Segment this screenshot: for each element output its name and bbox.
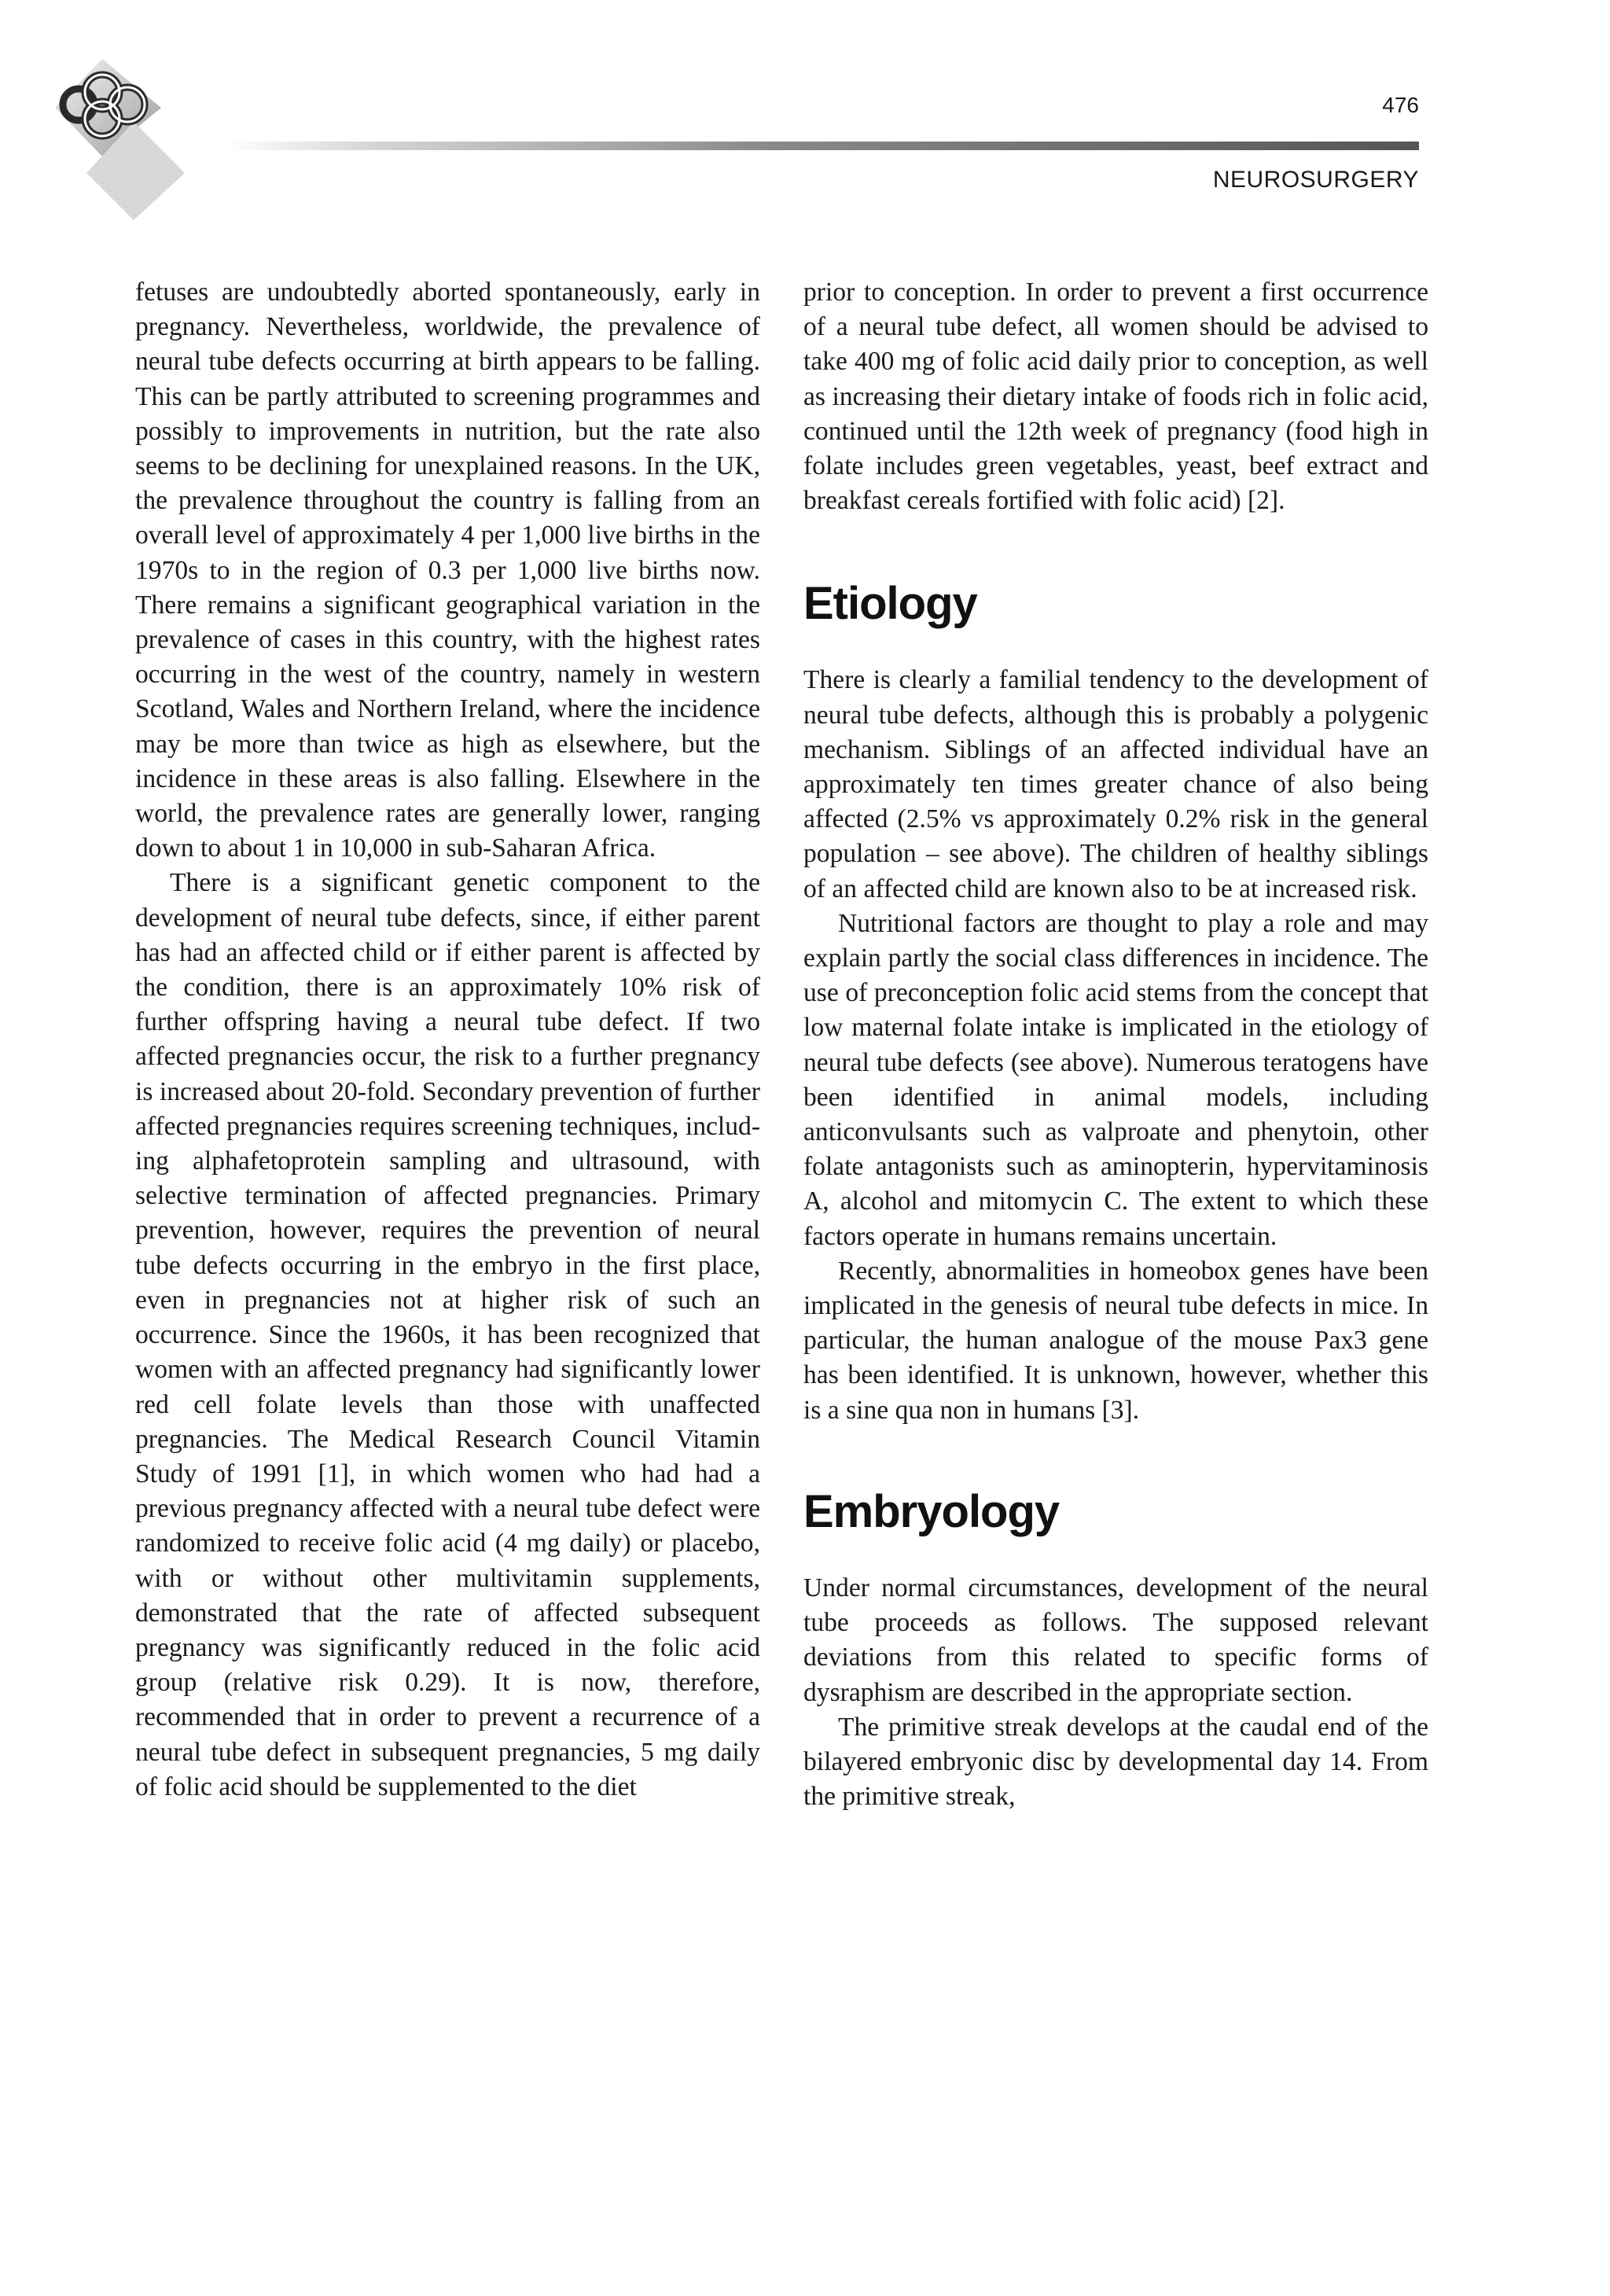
header-rule	[226, 142, 1419, 150]
right-column	[803, 275, 1428, 1814]
left-column	[135, 275, 760, 1805]
body-paragraph: Nutritional factors are thought to play a role and may explain partly the social class differences in incidence. The use of preconception folic acid stems from the concept that low maternal folate intake is implicated in the etiology of neural tube defects (see above). Numerous teratogens have been identified in animal models, including anticonvulsants such as valproate and phenytoin, other folate antagonists such as aminopterin, hypervitaminosis A, alcohol and mitomycin C. The extent to which these factors operate in humans remains uncertain.	[803, 908, 1428, 1251]
knot-logo-icon	[55, 59, 212, 224]
page-number: 476	[1382, 93, 1419, 117]
body-paragraph: prior to conception. In order to prevent a first occurrence of a neural tube defect, all women should be advised to take 400 mg of folic acid daily prior to conception, as well as increasing their dietary intake of foods rich in folic acid, continued until the 12th week of pregnancy (food high in folate includes green vegetables, yeast, beef extract and breakfast cereals fortified with folic acid) [2].	[803, 278, 1428, 516]
running-head: NEUROSURGERY	[1212, 167, 1419, 193]
body-paragraph: There is a significant genetic component to the development of neural tube defects, since, if either parent has had an affected child or if either parent is affected by the condition, there is an approximately 10% risk of further offspring having a neural tube defect. If two affected pregnancies occur, the risk to a further pregnancy is increased about 20-fold. Secondary prevention of further affected pregnancies requires screening techniques, including alphafetoprotein sampling and ultrasound, with selective termination of affected pregnancies. Primary prevention, however, requires the prevention of neural tube defects occurring in the embryo in the first place, even in pregnancies not at higher risk of such an occurrence. Since the 1960s, it has been recognized that women with an affected pregnancy had significantly lower red cell folate levels than those with unaffected pregnancies. The Medical Research Council Vitamin Study of 1991 [1], in which women who had had a previous pregnancy affected with a neural tube defect were randomized to receive folic acid (4 mg daily) or placebo, with or without other multivitamin supplements, demonstrated that the rate of affected subsequent pregnancy was significantly reduced in the folic acid group (relative risk 0.29). It is now, therefore, recommended that in order to prevent a recurrence of a neural tube defect in subsequent pregnancies, 5 mg daily of folic acid should be supplemented to the diet	[135, 868, 760, 1801]
body-paragraph: There is clearly a familial tendency to the development of neural tube defects, although this is probably a polygenic mechanism. Siblings of an affected individual have an approximately ten times greater chance of also being affected (2.5% vs approximately 0.2% risk in the general population – see above). The children of healthy siblings of an affected child are known also to be at increased risk.	[803, 665, 1428, 903]
section-heading-embryology: Embryology	[803, 1485, 1060, 1537]
section-heading-etiology: Etiology	[803, 578, 977, 630]
body-paragraph: Recently, abnormalities in homeobox genes have been implicated in the genesis of neural tube defects in mice. In particular, the human analogue of the mouse Pax3 gene has been identified. It is unknown, however, whether this is a sine qua non in humans [3].	[803, 1256, 1428, 1425]
body-paragraph: fetuses are undoubtedly aborted spontaneously, early in pregnancy. Nevertheless, worldwide, the prevalence of neural tube defects occurring at birth appears to be falling. This can be partly attributed to screening programmes and possibly to improvements in nutrition, but the rate also seems to be declining for unexplained reasons. In the UK, the prevalence throughout the country is falling from an overall level of approximately 4 per 1,000 live births in the 1970s to in the region of 0.3 per 1,000 live births now. There remains a significant geographical variation in the prevalence of cases in this country, with the highest rates occurring in the west of the country, namely in western Scotland, Wales and Northern Ireland, where the incidence may be more than twice as high as elsewhere, but the incidence in these areas is also falling. Elsewhere in the world, the prevalence rates are generally lower, ranging down to about 1 in 10,000 in sub-Saharan Africa.	[135, 278, 760, 863]
body-paragraph: The primitive streak develops at the caudal end of the bilayered embryonic disc by developmental day 14. From the primitive streak,	[803, 1712, 1428, 1812]
body-paragraph: Under normal circumstances, development of the neural tube proceeds as follows. The supposed relevant deviations from this related to specific forms of dysraphism are described in the appropriate section.	[803, 1573, 1428, 1707]
